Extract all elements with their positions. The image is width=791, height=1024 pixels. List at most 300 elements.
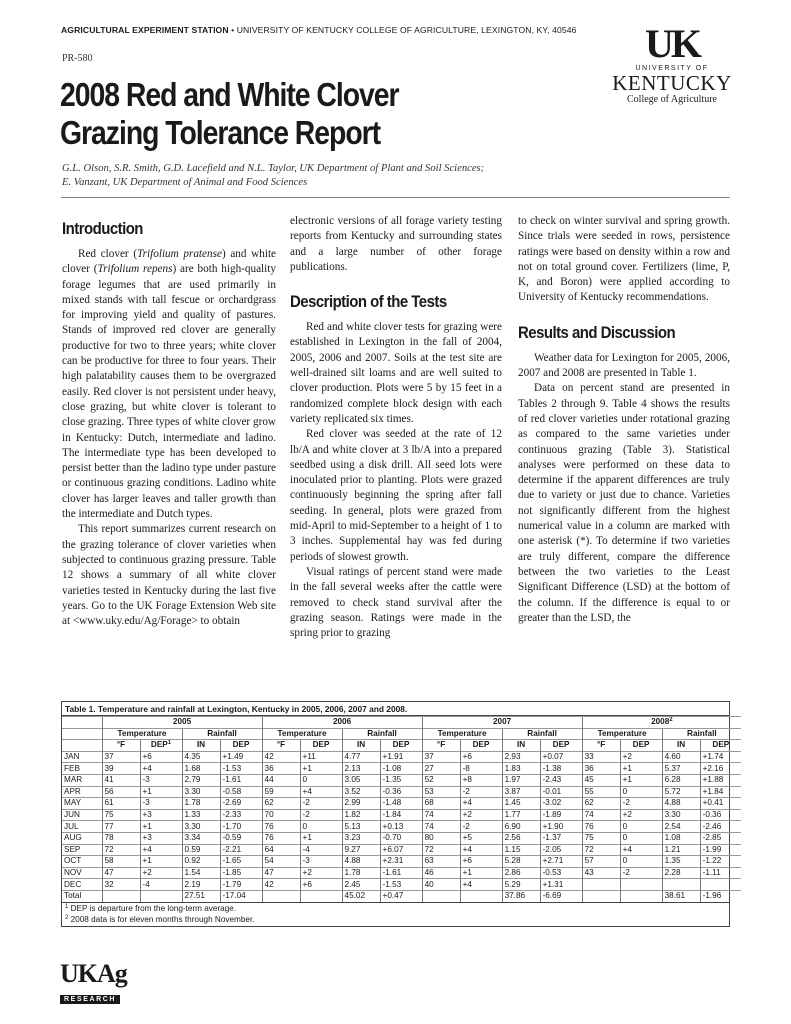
month-cell: APR bbox=[62, 786, 102, 798]
table-cell bbox=[620, 879, 662, 891]
table-cell: 3.34 bbox=[182, 832, 220, 844]
table-cell: -1.61 bbox=[220, 774, 262, 786]
table-cell: 1.82 bbox=[342, 809, 380, 821]
table-row bbox=[62, 844, 741, 856]
table-cell: 42 bbox=[262, 751, 300, 763]
table-cell: +8 bbox=[460, 774, 502, 786]
table-cell: 3.05 bbox=[342, 774, 380, 786]
table-cell: 78 bbox=[102, 832, 140, 844]
sub-header-label: °F bbox=[596, 740, 606, 750]
results-heading: Results and Discussion bbox=[518, 322, 676, 342]
results-paragraph-2: Data on percent stand are presented in Tables 2 through 9. Table 4 shows the results of red clover varieties under rotational grazing as compared to the same varieties under continuous grazing (Table 3). Statistical analyses were performed on these data to determine if the apparent differences are truly due to variety or just due to chance. Varieties not significantly different from the highest numerical value in a column are marked with one asterisk (*). To determine if two varieties are truly different, compare the difference between the two varieties to the Least Significant Difference (LSD) at the bottom of the column. If the difference is equal to or greater than the LSD, the bbox=[518, 382, 730, 624]
table-cell: +1 bbox=[460, 867, 502, 879]
table-cell: +6 bbox=[460, 856, 502, 868]
species-red-clover: Trifolium pratense bbox=[137, 248, 222, 260]
table-cell: 4.60 bbox=[662, 751, 700, 763]
table-cell: 52 bbox=[422, 774, 460, 786]
table-cell: 2.13 bbox=[342, 763, 380, 775]
table-row bbox=[62, 751, 741, 763]
table-cell bbox=[582, 879, 620, 891]
month-cell: AUG bbox=[62, 832, 102, 844]
table-cell: 45 bbox=[582, 774, 620, 786]
station-name: AGRICULTURAL EXPERIMENT STATION bbox=[61, 25, 229, 35]
table-cell: 45.02 bbox=[342, 890, 380, 902]
table-cell: 62 bbox=[582, 798, 620, 810]
table-cell: +1.74 bbox=[700, 751, 741, 763]
authors bbox=[62, 162, 532, 190]
ukag-wordmark: UKAg bbox=[60, 959, 127, 988]
footnote-2-text: 2008 data is for eleven months through November. bbox=[68, 914, 255, 924]
table-cell: +2 bbox=[460, 809, 502, 821]
table-cell: +3 bbox=[140, 809, 182, 821]
temp-dep-header bbox=[460, 740, 502, 752]
sub-header-label: DEP bbox=[632, 740, 650, 750]
temperature-group-header: Temperature bbox=[262, 728, 342, 740]
table-cell: 2.19 bbox=[182, 879, 220, 891]
table-cell: 0.59 bbox=[182, 844, 220, 856]
table-cell: 5.28 bbox=[502, 856, 540, 868]
table-cell: -0.59 bbox=[220, 832, 262, 844]
table-cell: 0 bbox=[620, 821, 662, 833]
deg-f-header bbox=[102, 740, 140, 752]
table-cell: +1 bbox=[300, 763, 342, 775]
station-address: • UNIVERSITY OF KENTUCKY COLLEGE OF AGRICULTURE, LEXINGTON, KY, 40546 bbox=[228, 25, 577, 35]
table-cell: -2 bbox=[300, 809, 342, 821]
table-cell: 32 bbox=[102, 879, 140, 891]
table-cell: -2.85 bbox=[700, 832, 741, 844]
table-cell: +1 bbox=[140, 856, 182, 868]
table-cell: 2.79 bbox=[182, 774, 220, 786]
table-cell: 4.35 bbox=[182, 751, 220, 763]
table-cell: -2 bbox=[620, 867, 662, 879]
table-cell: 2.86 bbox=[502, 867, 540, 879]
table-cell: -1.61 bbox=[380, 867, 422, 879]
table-row bbox=[62, 798, 741, 810]
table-cell: 4.77 bbox=[342, 751, 380, 763]
table-cell: -2.33 bbox=[220, 809, 262, 821]
table-cell bbox=[422, 890, 460, 902]
sub-header-label: IN bbox=[677, 740, 686, 750]
table-cell: 37 bbox=[422, 751, 460, 763]
table-cell: -1.35 bbox=[380, 774, 422, 786]
table-cell: +0.13 bbox=[380, 821, 422, 833]
table-cell: 36 bbox=[582, 763, 620, 775]
table-cell: -2 bbox=[300, 798, 342, 810]
sub-header-label: °F bbox=[116, 740, 126, 750]
table-cell: -1.11 bbox=[700, 867, 741, 879]
table-cell: -1.84 bbox=[380, 809, 422, 821]
publication-number: PR-580 bbox=[62, 53, 93, 64]
intro-text-b: ) and white clover ( bbox=[62, 248, 277, 276]
year-label: 2008 bbox=[651, 717, 670, 727]
table-cell: +3 bbox=[140, 832, 182, 844]
rain-in-header bbox=[182, 740, 220, 752]
table-cell: -17.04 bbox=[220, 890, 262, 902]
temp-dep-header bbox=[620, 740, 662, 752]
table-cell: -4 bbox=[300, 844, 342, 856]
table-cell: +2 bbox=[140, 867, 182, 879]
table-cell: 37.86 bbox=[502, 890, 540, 902]
intro-paragraph-1 bbox=[62, 247, 276, 522]
weather-data-table bbox=[62, 716, 741, 902]
table-cell: -1.99 bbox=[700, 844, 741, 856]
table-cell: -0.58 bbox=[220, 786, 262, 798]
rainfall-group-header: Rainfall bbox=[182, 728, 262, 740]
dep-footnote-marker: 1 bbox=[167, 740, 172, 747]
table-cell: -2.43 bbox=[540, 774, 582, 786]
table-cell: 1.08 bbox=[662, 832, 700, 844]
table-cell: +0.47 bbox=[380, 890, 422, 902]
table-row bbox=[62, 809, 741, 821]
table-cell: 74 bbox=[582, 809, 620, 821]
footnote-1 bbox=[65, 904, 726, 915]
table-cell bbox=[300, 890, 342, 902]
table-cell: 76 bbox=[582, 821, 620, 833]
table-cell: +6 bbox=[140, 751, 182, 763]
table-cell: -1.37 bbox=[540, 832, 582, 844]
table-cell: 61 bbox=[102, 798, 140, 810]
table-cell: +11 bbox=[300, 751, 342, 763]
table-cell: 1.83 bbox=[502, 763, 540, 775]
table-cell: -2 bbox=[460, 821, 502, 833]
sub-header-label: DEP bbox=[552, 740, 570, 750]
deg-f-header bbox=[582, 740, 620, 752]
table-cell: 42 bbox=[262, 879, 300, 891]
table-cell: +1.31 bbox=[540, 879, 582, 891]
description-paragraph-2: Red clover was seeded at the rate of 12 lb/A and white clover at 3 lb/A into a prepared seedbed using a disk drill. All seed lots were inoculated prior to planting. Plots were grazed continuously beginning the spring after fall seeding. In general, plots were grazed from mid-April to mid-September to a height of 1 to 3 inches. Supplemental hay was fed during periods of slowest growth. bbox=[290, 428, 502, 563]
footnote-1-marker: 1 bbox=[65, 904, 69, 910]
table-cell: 0 bbox=[620, 832, 662, 844]
table-cell: 1.97 bbox=[502, 774, 540, 786]
table-cell: +4 bbox=[140, 844, 182, 856]
intro-heading: Introduction bbox=[62, 219, 143, 238]
table-cell: 39 bbox=[102, 763, 140, 775]
table-cell: 37 bbox=[102, 751, 140, 763]
station-header bbox=[61, 25, 621, 35]
table-cell: -0.36 bbox=[380, 786, 422, 798]
year-header bbox=[422, 717, 582, 729]
table-cell: +1 bbox=[140, 786, 182, 798]
year-label: 2006 bbox=[332, 717, 352, 727]
table-cell: +4 bbox=[300, 786, 342, 798]
table-cell: 0 bbox=[620, 856, 662, 868]
uk-college-logo bbox=[612, 21, 732, 105]
table-cell bbox=[460, 890, 502, 902]
table-cell: 6.90 bbox=[502, 821, 540, 833]
table-cell: 2.54 bbox=[662, 821, 700, 833]
table-cell: 46 bbox=[422, 867, 460, 879]
intro-paragraph-2: This report summarizes current research on the grazing tolerance of clover varieties when subjected to continuous grazing pressure. Table 12 shows a summary of all white clover varieties tested in Kentucky during the last five years. Go to the UK Forage Extension Web site at <www.uky.edu/Ag/Forage> to obtain bbox=[62, 523, 276, 628]
table-cell: +1 bbox=[620, 774, 662, 786]
table-cell: 80 bbox=[422, 832, 460, 844]
table-cell: -1.79 bbox=[220, 879, 262, 891]
table-cell: 43 bbox=[582, 867, 620, 879]
table-cell: -1.08 bbox=[380, 763, 422, 775]
footnote-2-marker: 2 bbox=[65, 914, 69, 921]
rain-dep-header bbox=[540, 740, 582, 752]
table-cell: +6 bbox=[460, 751, 502, 763]
table-cell: 1.68 bbox=[182, 763, 220, 775]
table-cell: 53 bbox=[422, 786, 460, 798]
table-cell: 36 bbox=[262, 763, 300, 775]
table-cell: +1.90 bbox=[540, 821, 582, 833]
table-footnotes bbox=[62, 902, 729, 926]
rain-dep-header bbox=[220, 740, 262, 752]
uk-logo-mark: UK bbox=[645, 21, 699, 66]
temperature-group-header: Temperature bbox=[102, 728, 182, 740]
table-cell: -1.65 bbox=[220, 856, 262, 868]
table-cell: -1.53 bbox=[380, 879, 422, 891]
table-cell: 38.61 bbox=[662, 890, 700, 902]
table-cell: -1.53 bbox=[220, 763, 262, 775]
table-cell: 41 bbox=[102, 774, 140, 786]
temperature-group-header: Temperature bbox=[582, 728, 662, 740]
rain-in-header bbox=[502, 740, 540, 752]
table-cell: 72 bbox=[422, 844, 460, 856]
table-cell: 75 bbox=[582, 832, 620, 844]
header-blank bbox=[62, 728, 102, 740]
table-cell: -1.96 bbox=[700, 890, 741, 902]
temp-dep-header bbox=[300, 740, 342, 752]
rainfall-group-header: Rainfall bbox=[502, 728, 582, 740]
table-cell: 62 bbox=[262, 798, 300, 810]
table-cell: +0.41 bbox=[700, 798, 741, 810]
table-cell: 0.92 bbox=[182, 856, 220, 868]
table-cell: -0.53 bbox=[540, 867, 582, 879]
table-cell: 59 bbox=[262, 786, 300, 798]
rain-in-header bbox=[662, 740, 700, 752]
table-cell bbox=[700, 879, 741, 891]
footnote-1-text: DEP is departure from the long-term average. bbox=[68, 904, 237, 913]
table-cell: 64 bbox=[262, 844, 300, 856]
table-cell: +5 bbox=[460, 832, 502, 844]
sub-header-label: IN bbox=[196, 740, 206, 750]
table-cell bbox=[140, 890, 182, 902]
title-line-2: Grazing Tolerance Report bbox=[60, 114, 381, 151]
table-cell: +4 bbox=[140, 763, 182, 775]
table-cell: 4.88 bbox=[342, 856, 380, 868]
table-cell: 76 bbox=[262, 821, 300, 833]
table-cell: +2.16 bbox=[700, 763, 741, 775]
month-cell: OCT bbox=[62, 856, 102, 868]
month-cell: MAR bbox=[62, 774, 102, 786]
table-cell: +6.07 bbox=[380, 844, 422, 856]
table-row bbox=[62, 867, 741, 879]
header-rule bbox=[61, 197, 730, 198]
table-cell: 1.35 bbox=[662, 856, 700, 868]
table-cell: 58 bbox=[102, 856, 140, 868]
table-cell: 55 bbox=[582, 786, 620, 798]
table-cell: 1.78 bbox=[182, 798, 220, 810]
header-blank bbox=[62, 740, 102, 752]
table-cell: 9.27 bbox=[342, 844, 380, 856]
table-cell: +2.31 bbox=[380, 856, 422, 868]
month-cell: NOV bbox=[62, 867, 102, 879]
authors-line-1: G.L. Olson, S.R. Smith, G.D. Lacefield and N.L. Taylor, UK Department of Plant and Soil Sciences; bbox=[62, 163, 485, 174]
table-cell: 40 bbox=[422, 879, 460, 891]
table-row bbox=[62, 821, 741, 833]
sub-header-label: °F bbox=[436, 740, 446, 750]
table-cell: -0.36 bbox=[700, 809, 741, 821]
table-cell: 27 bbox=[422, 763, 460, 775]
table-cell: 0 bbox=[300, 821, 342, 833]
table-cell: 5.29 bbox=[502, 879, 540, 891]
table-cell bbox=[620, 890, 662, 902]
table-cell: 2.99 bbox=[342, 798, 380, 810]
rain-dep-header bbox=[380, 740, 422, 752]
sub-header-label: DEP bbox=[232, 740, 250, 750]
table-cell bbox=[582, 890, 620, 902]
table-cell: -8 bbox=[460, 763, 502, 775]
table-cell: 47 bbox=[262, 867, 300, 879]
table-cell bbox=[262, 890, 300, 902]
table-cell: +0.07 bbox=[540, 751, 582, 763]
month-cell: FEB bbox=[62, 763, 102, 775]
table-cell: -2.05 bbox=[540, 844, 582, 856]
table-cell: -3.02 bbox=[540, 798, 582, 810]
table-cell: -2.21 bbox=[220, 844, 262, 856]
table-cell: -2.69 bbox=[220, 798, 262, 810]
title-line-1: 2008 Red and White Clover bbox=[60, 76, 399, 113]
table-cell: +1.49 bbox=[220, 751, 262, 763]
table-cell: -2 bbox=[620, 798, 662, 810]
table-cell: 5.13 bbox=[342, 821, 380, 833]
sub-header-label: IN bbox=[516, 740, 526, 750]
table-cell: +1.88 bbox=[700, 774, 741, 786]
sub-header-label: DEP bbox=[392, 740, 410, 750]
table-cell: 72 bbox=[102, 844, 140, 856]
header-blank bbox=[62, 717, 102, 729]
year-header bbox=[102, 717, 262, 729]
table-cell: +1 bbox=[300, 832, 342, 844]
month-cell: JUL bbox=[62, 821, 102, 833]
table-cell: 47 bbox=[102, 867, 140, 879]
deg-f-header bbox=[262, 740, 300, 752]
table-cell: -4 bbox=[140, 879, 182, 891]
table-row bbox=[62, 856, 741, 868]
table-cell: 0 bbox=[620, 786, 662, 798]
table-cell: 75 bbox=[102, 809, 140, 821]
table-cell: 68 bbox=[422, 798, 460, 810]
logo-kentucky: KENTUCKY bbox=[612, 71, 732, 95]
table-cell: -3 bbox=[300, 856, 342, 868]
table-cell: +2.71 bbox=[540, 856, 582, 868]
table-cell: -1.85 bbox=[220, 867, 262, 879]
logo-university-of: UNIVERSITY OF bbox=[635, 65, 709, 72]
rainfall-group-header: Rainfall bbox=[662, 728, 741, 740]
table-cell: -1.70 bbox=[220, 821, 262, 833]
table-cell: 2.56 bbox=[502, 832, 540, 844]
rain-in-header bbox=[342, 740, 380, 752]
temp-dep-header bbox=[140, 740, 182, 752]
table-cell: +4 bbox=[620, 844, 662, 856]
year-header bbox=[582, 717, 741, 729]
research-band: RESEARCH bbox=[60, 995, 120, 1004]
year-footnote-marker: 2 bbox=[669, 717, 673, 724]
table-cell: 70 bbox=[262, 809, 300, 821]
table-cell: +1.91 bbox=[380, 751, 422, 763]
sub-header-label: IN bbox=[356, 740, 366, 750]
table-cell: -3 bbox=[140, 798, 182, 810]
description-paragraph-1: Red and white clover tests for grazing were established in Lexington in the fall of 2004, 2005, 2006 and 2007. Soils at the test site are well-drained silt loams and are well suited to clover production. Plots were 5 by 15 feet in a randomized complete block design with each variety replicated six times. bbox=[290, 321, 502, 425]
table-cell: -1.48 bbox=[380, 798, 422, 810]
table-cell: +1.84 bbox=[700, 786, 741, 798]
authors-line-2: E. Vanzant, UK Department of Animal and Food Sciences bbox=[62, 177, 308, 188]
intro-text-a: Red clover ( bbox=[78, 248, 138, 260]
rain-dep-header bbox=[700, 740, 741, 752]
logo-college: College of Agriculture bbox=[627, 94, 717, 105]
table-cell: 1.78 bbox=[342, 867, 380, 879]
table-cell: +2 bbox=[300, 867, 342, 879]
table-cell: 5.37 bbox=[662, 763, 700, 775]
table-caption: Table 1. Temperature and rainfall at Lexington, Kentucky in 2005, 2006, 2007 and 2008. bbox=[62, 702, 729, 716]
table-cell: 3.52 bbox=[342, 786, 380, 798]
table-cell: -0.01 bbox=[540, 786, 582, 798]
table-row bbox=[62, 890, 741, 902]
weather-table bbox=[61, 701, 730, 927]
table-cell: 1.33 bbox=[182, 809, 220, 821]
table-cell: +2 bbox=[620, 809, 662, 821]
table-cell: 1.54 bbox=[182, 867, 220, 879]
table-row bbox=[62, 832, 741, 844]
table-cell: 74 bbox=[422, 809, 460, 821]
column-1 bbox=[62, 214, 276, 629]
table-cell: 0 bbox=[300, 774, 342, 786]
table-cell: -1.22 bbox=[700, 856, 741, 868]
table-cell: +1 bbox=[620, 763, 662, 775]
month-cell: DEC bbox=[62, 879, 102, 891]
table-cell: -2.46 bbox=[700, 821, 741, 833]
table-cell: 72 bbox=[582, 844, 620, 856]
col3-continuation: to check on winter survival and spring growth. Since trials were seeded in rows, persistence ratings were based on density within a row and not on total ground cover. Fertilizers (lime, P, K, and Boron) were applied according to University of Kentucky recommendations. bbox=[518, 215, 730, 304]
table-row bbox=[62, 879, 741, 891]
table-cell: 44 bbox=[262, 774, 300, 786]
species-white-clover: Trifolium repens bbox=[97, 263, 173, 276]
rainfall-group-header: Rainfall bbox=[342, 728, 422, 740]
table-cell: 76 bbox=[262, 832, 300, 844]
table-cell: +4 bbox=[460, 844, 502, 856]
table-cell: 54 bbox=[262, 856, 300, 868]
ukag-research-logo bbox=[60, 960, 140, 1002]
page-title bbox=[60, 76, 399, 152]
description-heading: Description of the Tests bbox=[290, 292, 447, 312]
sub-header-label: DEP bbox=[472, 740, 490, 750]
table-cell: 5.72 bbox=[662, 786, 700, 798]
table-cell: 63 bbox=[422, 856, 460, 868]
month-cell: MAY bbox=[62, 798, 102, 810]
month-cell: JAN bbox=[62, 751, 102, 763]
table-cell: 2.45 bbox=[342, 879, 380, 891]
table-row bbox=[62, 774, 741, 786]
table-cell: 56 bbox=[102, 786, 140, 798]
table-cell: 33 bbox=[582, 751, 620, 763]
year-label: 2007 bbox=[492, 717, 512, 727]
temperature-group-header: Temperature bbox=[422, 728, 502, 740]
table-cell: -2 bbox=[460, 786, 502, 798]
intro-text-c: ) are both high-quality forage legumes that are used primarily in mixed stands with tall fescue or orchardgrass for improving yield and quality of pastures. Stands of improved red clover are generally productive for two to three years; white clover can be productive for three to four years. Their high palatability causes them to be overgrazed easily. Red clover is not persistent under heavy, close grazing, but white clover is tolerant to close grazing. Three types of white clover grow in Kentucky: Dutch, intermediate and ladino. The intermediate type has been developed to persist better than the ladino type under pasture or continuous grazing conditions. Ladino white clover has larger leaves and taller growth than the intermediate and Dutch types. bbox=[62, 263, 276, 521]
year-label: 2005 bbox=[172, 717, 192, 727]
table-cell bbox=[102, 890, 140, 902]
table-cell: 2.93 bbox=[502, 751, 540, 763]
table-cell: -3 bbox=[140, 774, 182, 786]
table-cell: 3.23 bbox=[342, 832, 380, 844]
table-row bbox=[62, 763, 741, 775]
table-cell: 1.15 bbox=[502, 844, 540, 856]
column-2 bbox=[290, 214, 502, 641]
sub-header-label: °F bbox=[276, 740, 286, 750]
table-cell: -0.70 bbox=[380, 832, 422, 844]
table-cell: 3.87 bbox=[502, 786, 540, 798]
